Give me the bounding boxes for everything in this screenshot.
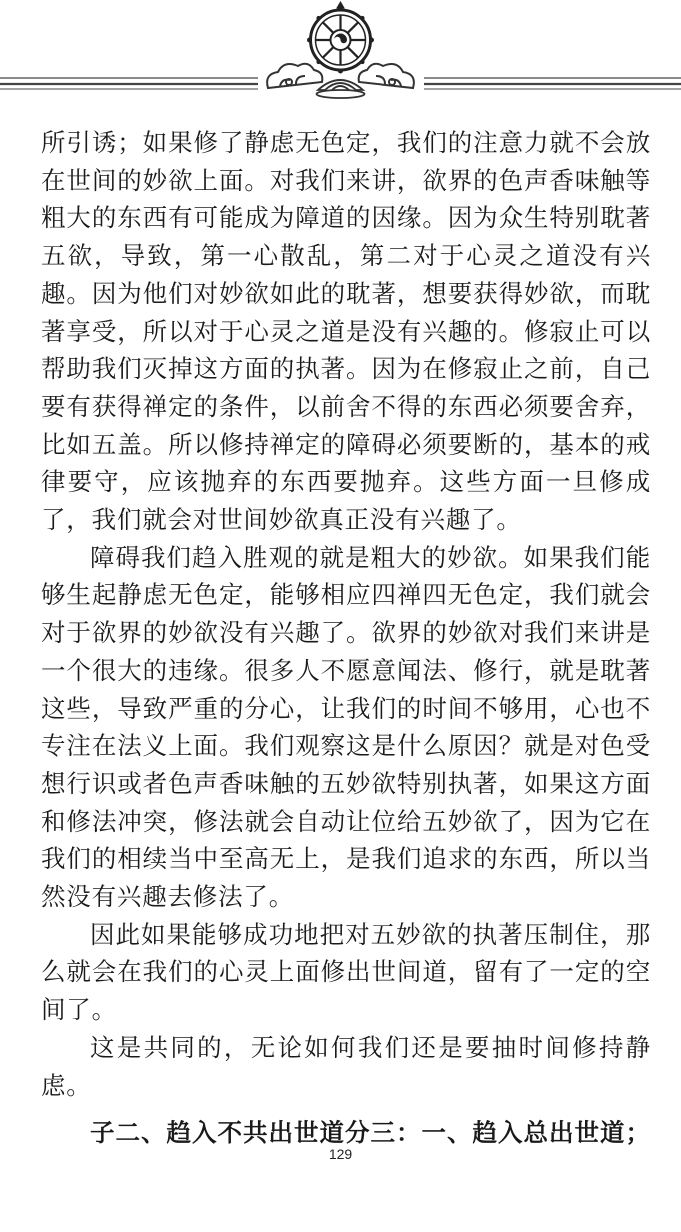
page-body bbox=[41, 124, 651, 1152]
paragraph-2: 障碍我们趋入胜观的就是粗大的妙欲。如果我们能够生起静虑无色定，能够相应四禅四无色定，我们就会对于欲界的妙欲没有兴趣了。欲界的妙欲对我们来讲是一个很大的违缘。很多人不愿意闻法、修行，就是耽著这些，导致严重的分心，让我们的时间不够用，心也不专注在法义上面。我们观察这是什么原因？就是对色受想行识或者色声香味触的五妙欲特别执著，如果这方面和修法冲突，修法就会自动让位给五妙欲了，因为它在我们的相续当中至高无上，是我们追求的东西，所以当然没有兴趣去修法了。 bbox=[41, 542, 651, 912]
page-number: 129 bbox=[328, 1146, 353, 1162]
header-ornament bbox=[0, 0, 681, 115]
paragraph-3: 因此如果能够成功地把对五妙欲的执著压制住，那么就会在我们的心灵上面修出世间道，留有了一定的空间了。 bbox=[41, 919, 651, 1025]
section-heading: 子二、趋入不共出世道分三：一、趋入总出世道； bbox=[90, 1118, 651, 1148]
paragraph-1: 所引诱；如果修了静虑无色定，我们的注意力就不会放在世间的妙欲上面。对我们来讲，欲界的色声香味触等粗大的东西有可能成为障道的因缘。因为众生特别耽著五欲，导致，第一心散乱，第二对于心灵之道没有兴趣。因为他们对妙欲如此的耽著，想要获得妙欲，而耽著享受，所以对于心灵之道是没有兴趣的。修寂止可以帮助我们灭掉这方面的执著。因为在修寂止之前，自己要有获得禅定的条件，以前舍不得的东西必须要舍弃，比如五盖。所以修持禅定的障碍必须要断的，基本的戒律要守，应该抛弃的东西要抛弃。这些方面一旦修成了，我们就会对世间妙欲真正没有兴趣了。 bbox=[41, 128, 651, 535]
paragraph-4: 这是共同的，无论如何我们还是要抽时间修持静虑。 bbox=[41, 1032, 651, 1100]
dharma-wheel-icon bbox=[307, 2, 374, 74]
